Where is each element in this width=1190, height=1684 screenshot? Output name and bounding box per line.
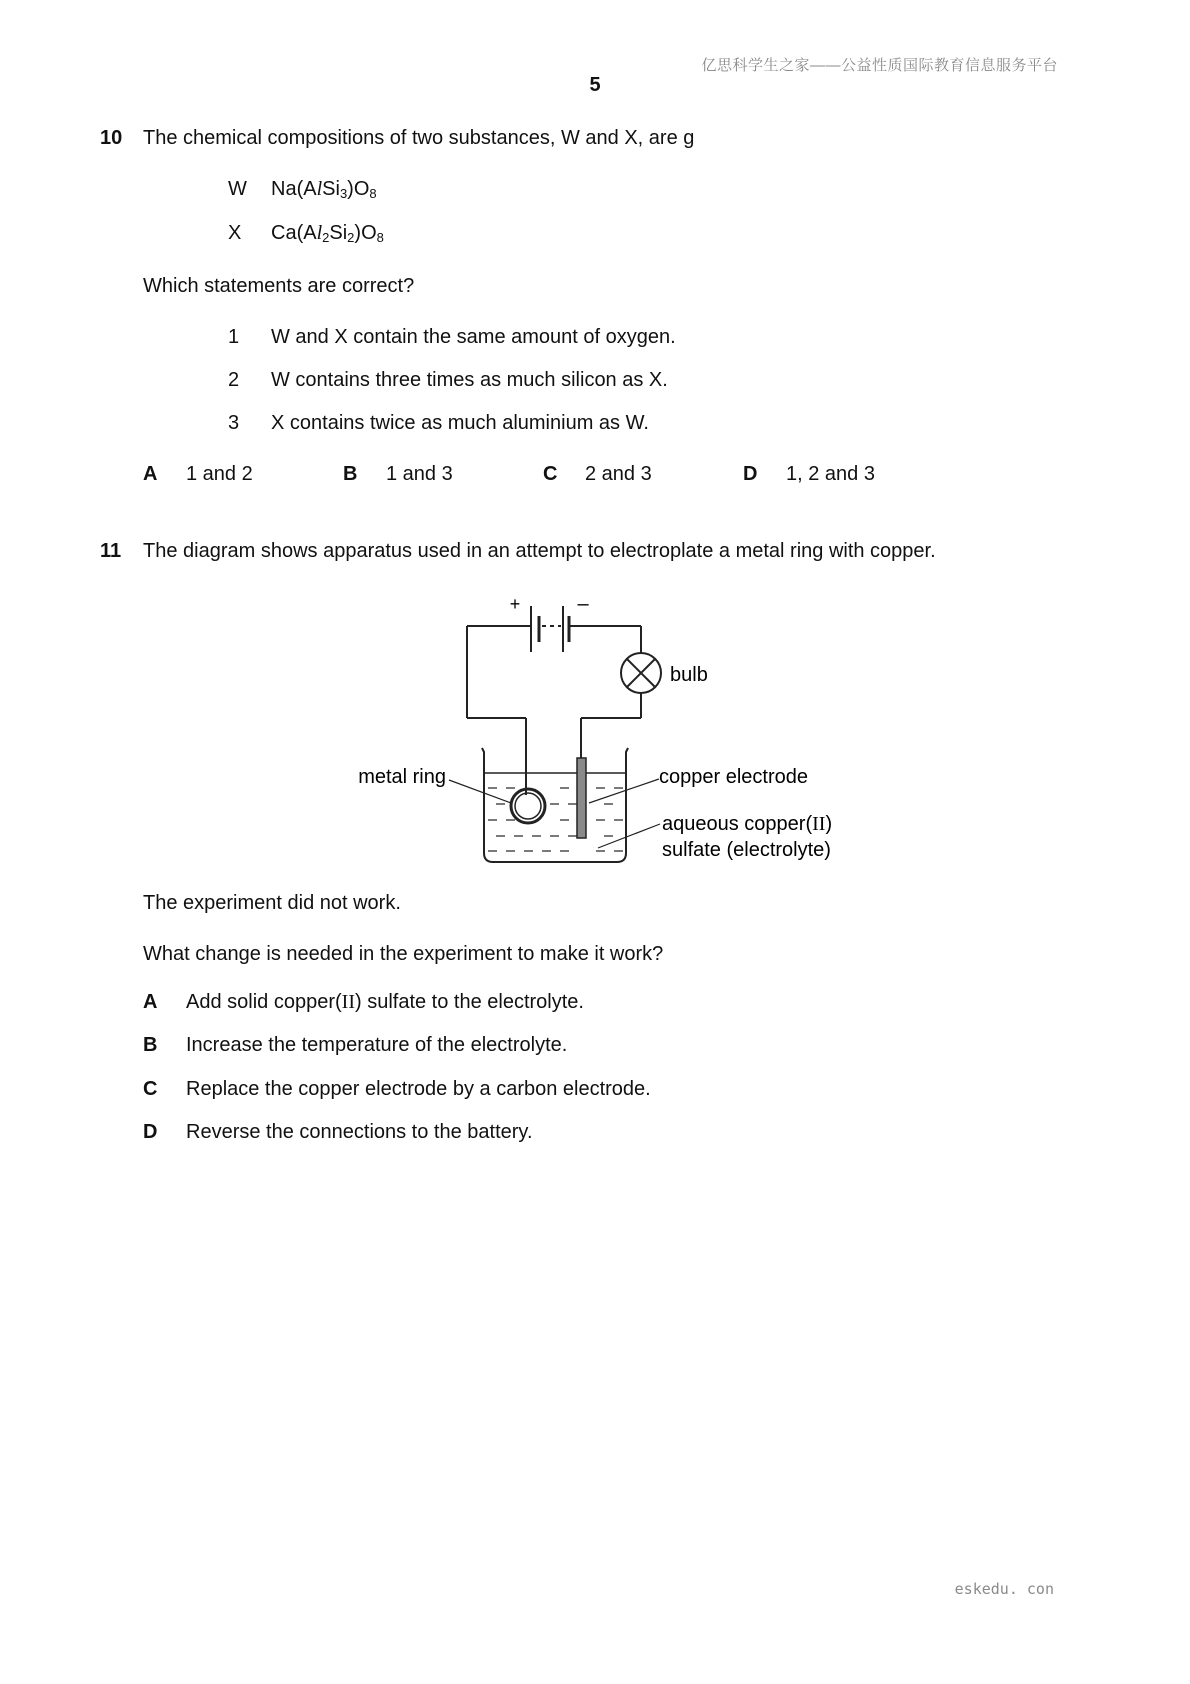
metal-ring-label: metal ring xyxy=(358,766,446,788)
substance-w-label: W xyxy=(228,178,247,200)
q10-option-c-text: 2 and 3 xyxy=(585,463,652,485)
q11-option-c-letter: C xyxy=(143,1078,158,1100)
q10-option-d-text: 1, 2 and 3 xyxy=(786,463,875,485)
footer-site: eskedu. con xyxy=(954,1580,1054,1598)
leader-metal-ring xyxy=(449,780,511,803)
question-11-intro: The diagram shows apparatus used in an attempt to electroplate a metal ring with copper. xyxy=(143,540,936,562)
statement-3-text: X contains twice as much aluminium as W. xyxy=(271,412,649,434)
question-10-intro: The chemical compositions of two substances, W and X, are g xyxy=(143,127,695,149)
page-number: 5 xyxy=(589,74,601,96)
electrolyte-label-line1: aqueous copper(II) xyxy=(662,813,833,835)
question-11-number: 11 xyxy=(100,540,122,562)
q10-option-b-text: 1 and 3 xyxy=(386,463,453,485)
statement-1-number: 1 xyxy=(228,326,240,348)
substance-x-label: X xyxy=(228,222,242,244)
q10-option-b-letter: B xyxy=(343,463,358,485)
statement-2-text: W contains three times as much silicon as X. xyxy=(271,369,668,391)
copper-electrode-label: copper electrode xyxy=(659,766,808,788)
q10-option-a-letter: A xyxy=(143,463,158,485)
statement-1-text: W and X contain the same amount of oxygen. xyxy=(271,326,676,348)
q11-option-d-letter: D xyxy=(143,1121,158,1143)
q11-option-b-text: Increase the temperature of the electrolyte. xyxy=(186,1034,568,1056)
question-10-number: 10 xyxy=(100,127,123,149)
leader-copper-electrode xyxy=(589,779,659,803)
q11-option-a-text: Add solid copper(II) sulfate to the electrolyte. xyxy=(186,991,584,1013)
question-10-prompt: Which statements are correct? xyxy=(143,275,415,297)
battery-plus-label: + xyxy=(509,594,521,614)
metal-ring-outer xyxy=(511,789,545,823)
statement-2-number: 2 xyxy=(228,369,240,391)
question-11-statement: The experiment did not work. xyxy=(143,892,401,914)
question-11-prompt: What change is needed in the experiment to make it work? xyxy=(143,943,664,965)
electrolyte-dashes xyxy=(488,788,623,851)
q10-option-a-text: 1 and 2 xyxy=(186,463,253,485)
q11-option-c-text: Replace the copper electrode by a carbon electrode. xyxy=(186,1078,651,1100)
watermark-text: 亿思科学生之家——公益性质国际教育信息服务平台 xyxy=(701,57,1058,74)
statement-3-number: 3 xyxy=(228,412,240,434)
substance-w-formula: $Na(AlSi_3)O_8$ xyxy=(271,178,377,201)
q11-option-b-letter: B xyxy=(143,1034,158,1056)
metal-ring-inner xyxy=(515,793,541,819)
electrolyte-label-line2: sulfate (electrolyte) xyxy=(662,839,831,861)
q11-option-d-text: Reverse the connections to the battery. xyxy=(186,1121,533,1143)
battery-minus-label: – xyxy=(577,593,589,615)
q11-option-a-letter: A xyxy=(143,991,158,1013)
substance-x-formula: $Ca(Al_2Si_2)O_8$ xyxy=(271,222,384,245)
bulb-label: bulb xyxy=(670,664,708,686)
q10-option-d-letter: D xyxy=(743,463,758,485)
q10-option-c-letter: C xyxy=(543,463,558,485)
copper-electrode xyxy=(577,758,586,838)
